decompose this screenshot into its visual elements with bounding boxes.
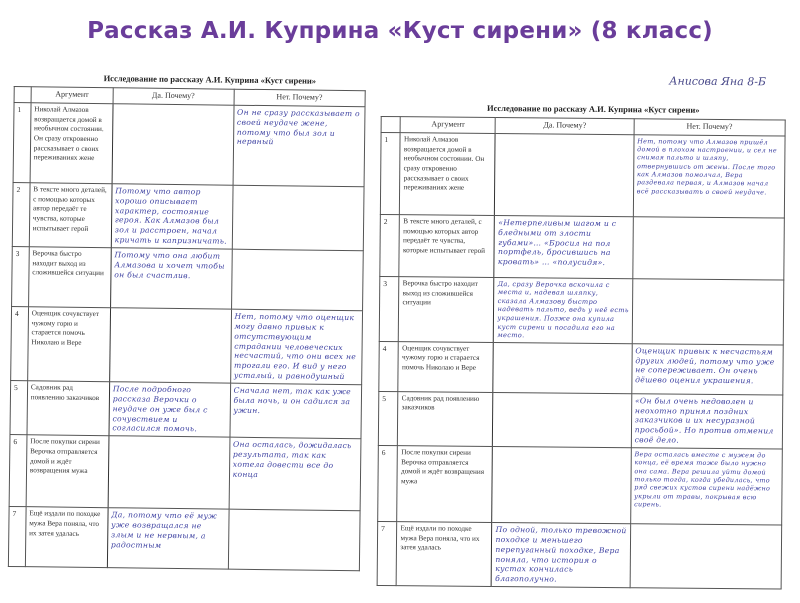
worksheet-heading: Исследование по рассказу А.И. Куприна «Куст сирени» xyxy=(487,102,700,115)
column-header-yes: Да. Почему? xyxy=(113,88,234,105)
row-number: 4 xyxy=(379,341,399,391)
yes-answer-cell: По одной, только тревожной походке и меньшего перепуганный походке, Вера поняла, что история о кустах кончилась благополучно. xyxy=(492,523,631,588)
row-number: 2 xyxy=(380,214,400,276)
row-number: 6 xyxy=(9,435,27,507)
column-header-number xyxy=(381,117,401,133)
no-answer-cell xyxy=(630,524,782,589)
argument-cell: Верочка быстро находит выход из сложившейся ситуации xyxy=(399,276,495,342)
column-header-number xyxy=(14,87,31,103)
table-row xyxy=(378,391,782,449)
worksheet-right xyxy=(377,74,786,603)
no-answer-cell: Она осталась, дожидалась результата, так как хотела довести все до конца xyxy=(229,437,361,511)
table-row xyxy=(378,446,783,526)
argument-cell: Оценщик сочувствует чужому горю и старается помочь Николаю и Вере xyxy=(398,341,493,392)
row-number: 1 xyxy=(13,102,31,182)
argument-cell: После покупки сирени Верочка отправляется домой и ждёт возвращения мужа xyxy=(397,446,493,523)
yes-answer-cell xyxy=(493,342,632,393)
worksheet-heading: Исследование по рассказу А.И. Куприна «Куст сирени» xyxy=(103,73,317,86)
row-number: 1 xyxy=(380,132,400,214)
no-answer-cell: Сначала нет, так как уже была ночь, и он садился за ужин. xyxy=(230,383,362,439)
yes-answer-cell: Да, потому что её муж уже возвращался не злым и не нервным, а радостным xyxy=(107,508,229,569)
no-answer-cell xyxy=(632,278,784,344)
row-number: 7 xyxy=(8,507,26,567)
yes-answer-cell xyxy=(109,308,231,383)
table-row xyxy=(379,341,783,395)
argument-cell: В тексте много деталей, с помощью которых автор передаёт те чувства, которые испытывает герой xyxy=(29,182,112,247)
argument-cell: Николай Алмазов возвращается домой в необычном состоянии. Он сразу откровенно рассказывает о своих переживаниях жене xyxy=(400,132,496,215)
table-row xyxy=(377,522,782,590)
yes-answer-cell xyxy=(492,447,631,524)
research-table xyxy=(377,116,786,590)
yes-answer-cell xyxy=(493,392,632,448)
yes-answer-cell: После подробного рассказа Верочки о неудаче он уже был с сочувствием и согласился помочь. xyxy=(109,382,230,438)
research-table xyxy=(8,86,366,572)
no-answer-cell: «Он был очень недоволен и неохотно принял поздних заказчиков и их несуразной просьбой». Но против отменил своё дело. xyxy=(631,393,783,449)
table-row xyxy=(8,507,360,571)
table-row xyxy=(9,435,361,511)
argument-cell: Ещё издали по походке мужа Вера поняла, что их затея удалась xyxy=(25,507,108,568)
no-answer-cell xyxy=(232,185,364,251)
row-number: 5 xyxy=(10,380,27,434)
argument-cell: В тексте много деталей, с помощью которых автор передаёт те чувства, которые испытывает герой xyxy=(399,214,495,277)
no-answer-cell xyxy=(633,217,785,280)
slide-title: Рассказ А.И. Куприна «Куст сирени» (8 класс) xyxy=(87,18,713,44)
yes-answer-cell: Потому что она любит Алмазова и хочет чтобы он был счастлив. xyxy=(110,248,232,309)
yes-answer-cell xyxy=(495,133,634,216)
argument-cell: После покупки сирени Верочка отправляется домой и ждёт возвращения мужа xyxy=(26,435,109,508)
no-answer-cell xyxy=(228,509,360,571)
table-row xyxy=(12,246,364,310)
row-number: 2 xyxy=(12,182,30,246)
table-row xyxy=(12,182,364,250)
row-number: 7 xyxy=(377,522,397,586)
column-header-yes: Да. Почему? xyxy=(496,118,634,135)
table-row xyxy=(379,276,784,344)
table-row xyxy=(10,380,362,439)
yes-answer-cell xyxy=(112,104,234,185)
row-number: 5 xyxy=(378,391,398,445)
row-number: 4 xyxy=(11,306,29,380)
column-header-no: Нет. Почему? xyxy=(634,119,785,136)
yes-answer-cell: Да, сразу Верочка вскочила с места и, надевая шляпку, сказала Алмазову быстро надевать пальто, ведь у неё есть украшения. Позже она купила куст сирени и посадила его на место. xyxy=(494,277,633,343)
row-number: 3 xyxy=(379,276,399,341)
table-row xyxy=(380,214,785,280)
yes-answer-cell: Потому что автор хорошо описывает характер, состояние героя. Как Алмазов был зол и расстроен, начал кричать и капризничать. xyxy=(111,184,233,250)
argument-cell: Оценщик сочувствует чужому горю и старается помочь Николаю и Вере xyxy=(27,307,110,382)
argument-cell: Садовник рад появлению заказчиков xyxy=(398,391,494,446)
yes-answer-cell xyxy=(108,436,230,509)
argument-cell: Николай Алмазов возвращается домой в необычном состоянии. Он сразу откровенно рассказывает о своих переживаниях жене xyxy=(30,103,113,184)
argument-cell: Ещё издали по походке мужа Вера поняла, что их затея удалась xyxy=(397,522,493,587)
table-row xyxy=(11,306,363,384)
table-row xyxy=(380,132,785,218)
no-answer-cell: Вера осталась вместе с мужем до конца, её время тоже было нужно она сама. Вера решила уйти домой только тогда, когда убедилась, что ряд свежих кустов сирени надёжно укрыли от травы, покрывая всю сирень. xyxy=(630,448,782,525)
no-answer-cell xyxy=(231,249,363,311)
worksheet-left xyxy=(8,66,366,550)
argument-cell: Садовник рад появлению заказчиков xyxy=(27,381,110,436)
no-answer-cell: Нет, потому что Алмазов пришёл домой в плохом настроении, и сел не снимая пальто и шляпу, отвернувшись от жены. После того как Алмазов помолчал, Вера раздевала первая, и Алмазов начал всё рассказывать о своей неудаче. xyxy=(633,135,785,218)
column-header-no: Нет. Почему? xyxy=(234,89,366,106)
row-number: 6 xyxy=(378,446,398,522)
table-row xyxy=(13,102,365,186)
no-answer-cell: Нет, потому что оценщик могу давно привык к отсутствующим страдании человеческих несчастий, что они всех не трогали его. И вид у него усталый, и равнодушный xyxy=(230,309,362,385)
no-answer-cell: Он не сразу рассказывает о своей неудаче жене, потому что был зол и нервный xyxy=(233,105,365,187)
no-answer-cell: Оценщик привык к несчастьям других людей, потому что уже не сопереживает. Он очень дёшево оценил украшения. xyxy=(632,343,784,394)
column-header-argument: Аргумент xyxy=(401,117,496,134)
yes-answer-cell: «Нетерпеливым шагом и с бледными от злости губами»… «Бросил на пол портфель, бросившись на кровать» … «полусидя». xyxy=(494,215,633,278)
student-signature: Анисова Яна 8-Б xyxy=(669,74,767,89)
column-header-argument: Аргумент xyxy=(31,87,113,104)
row-number: 3 xyxy=(12,246,30,306)
argument-cell: Верочка быстро находит выход из сложившейся ситуации xyxy=(28,247,111,308)
